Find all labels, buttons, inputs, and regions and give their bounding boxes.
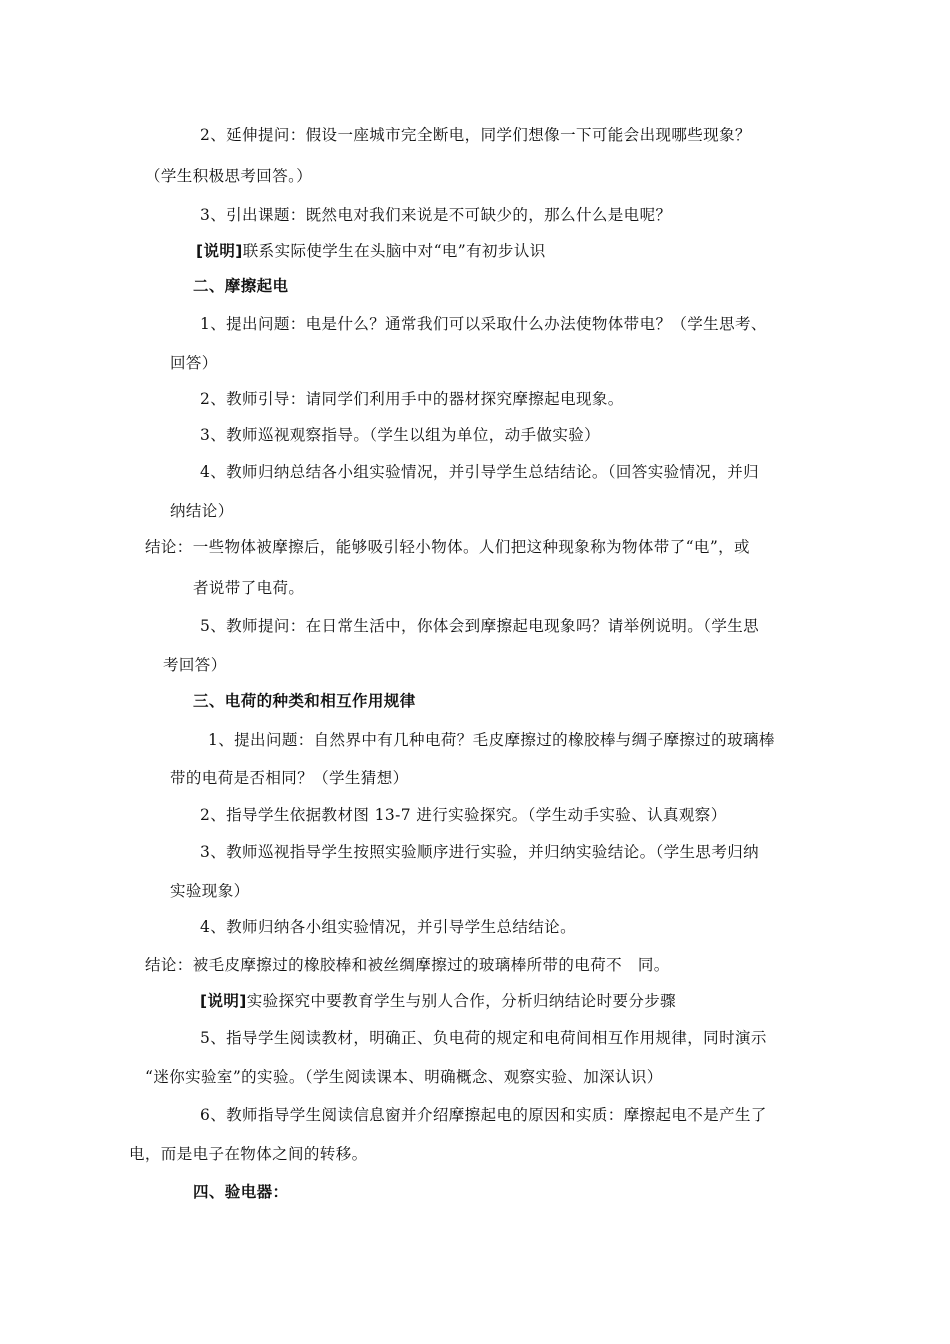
paragraph-line: 3、教师巡视观察指导。（学生以组为单位，动手做实验） (200, 426, 601, 444)
paragraph-line: “迷你实验室”的实验。（学生阅读课本、明确概念、观察实验、加深认识） (145, 1068, 663, 1086)
paragraph-line: 2、延伸提问：假设一座城市完全断电，同学们想像一下可能会出现哪些现象？ (200, 126, 751, 144)
paragraph-line: 2、教师引导：请同学们利用手中的器材探究摩擦起电现象。 (200, 390, 624, 408)
paragraph-line: 4、教师归纳各小组实验情况，并引导学生总结结论。 (200, 918, 576, 936)
conclusion-line: 结论：被毛皮摩擦过的橡胶棒和被丝绸摩擦过的玻璃棒所带的电荷不 同。 (145, 956, 670, 974)
paragraph-line: 回答） (170, 354, 218, 372)
note-text: 联系实际使学生在头脑中对“电”有初步认识 (242, 242, 546, 260)
note-label: [说明] (200, 992, 247, 1010)
section-heading: 二、摩擦起电 (193, 276, 289, 295)
section-heading: 四、验电器： (193, 1182, 289, 1201)
note-text: 实验探究中要教育学生与别人合作，分析归纳结论时要分步骤 (246, 992, 677, 1010)
paragraph-line: 1、提出问题：自然界中有几种电荷？毛皮摩擦过的橡胶棒与绸子摩擦过的玻璃棒 (208, 731, 775, 749)
conclusion-line: 结论：一些物体被摩擦后，能够吸引轻小物体。人们把这种现象称为物体带了“电”，或 (145, 538, 750, 556)
conclusion-line: 者说带了电荷。 (193, 579, 305, 597)
paragraph-line: （学生积极思考回答。） (145, 167, 313, 185)
paragraph-line: 6、教师指导学生阅读信息窗并介绍摩擦起电的原因和实质：摩擦起电不是产生了 (200, 1106, 767, 1124)
paragraph-line: 3、引出课题：既然电对我们来说是不可缺少的，那么什么是电呢？ (200, 206, 672, 224)
paragraph-line: 5、教师提问：在日常生活中，你体会到摩擦起电现象吗？请举例说明。（学生思 (200, 617, 760, 635)
paragraph-line: 5、指导学生阅读教材，明确正、负电荷的规定和电荷间相互作用规律，同时演示 (200, 1029, 767, 1047)
section-heading: 三、电荷的种类和相互作用规律 (193, 691, 416, 710)
paragraph-line: 电，而是电子在物体之间的转移。 (129, 1145, 368, 1163)
note-line (200, 991, 676, 1011)
paragraph-line: 带的电荷是否相同？（学生猜想） (170, 769, 409, 787)
paragraph-line: 2、指导学生依据教材图 13-7 进行实验探究。（学生动手实验、认真观察） (200, 806, 727, 824)
paragraph-line: 纳结论） (170, 502, 234, 520)
paragraph-line: 4、教师归纳总结各小组实验情况，并引导学生总结结论。（回答实验情况，并归 (200, 463, 760, 481)
note-line (196, 241, 546, 261)
paragraph-line: 考回答） (163, 656, 227, 674)
paragraph-line: 1、提出问题：电是什么？通常我们可以采取什么办法使物体带电？（学生思考、 (200, 315, 767, 333)
note-label: [说明] (196, 242, 243, 260)
paragraph-line: 实验现象） (170, 882, 250, 900)
paragraph-line: 3、教师巡视指导学生按照实验顺序进行实验，并归纳实验结论。（学生思考归纳 (200, 843, 760, 861)
